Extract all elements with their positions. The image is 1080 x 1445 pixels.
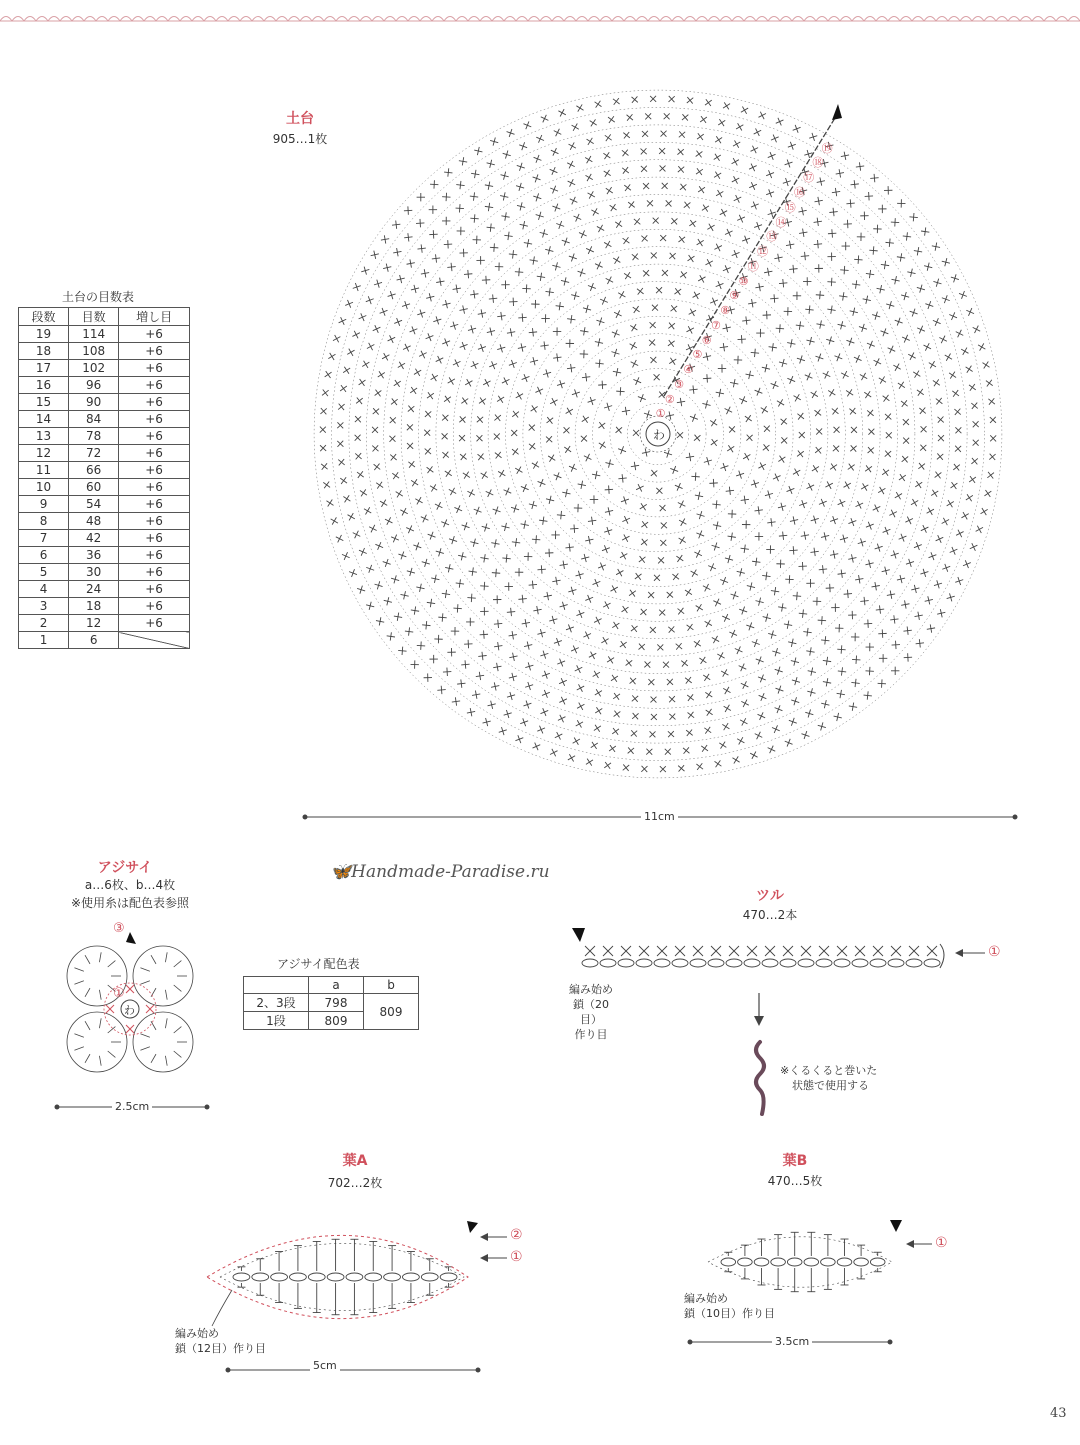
table-cell: 78 xyxy=(69,428,119,445)
leaf-a-start-note-1: 編み始め xyxy=(175,1327,219,1340)
vine-start-note-1: 編み始め xyxy=(569,983,613,996)
leaf-a-width-label: 5cm xyxy=(310,1359,340,1372)
count-table-caption: 土台の目数表 xyxy=(62,290,135,304)
table-cell: +6 xyxy=(119,445,190,462)
count-table-header: 段数 xyxy=(19,308,69,326)
row-marker: ① xyxy=(655,407,666,421)
base-yarn: 905…1枚 xyxy=(272,132,328,146)
row-marker: ⑰ xyxy=(803,171,815,185)
table-cell: 6 xyxy=(69,632,119,649)
row-marker: ⑩ xyxy=(738,274,749,288)
butterfly-icon: 🦋 xyxy=(330,862,352,882)
color-table-b-value: 809 xyxy=(364,994,419,1030)
leaf-a-yarn: 702…2枚 xyxy=(327,1176,383,1190)
row-marker: ⑧ xyxy=(720,304,731,318)
table-cell: +6 xyxy=(119,530,190,547)
table-cell: 90 xyxy=(69,394,119,411)
color-table-row2-a: 809 xyxy=(309,1012,364,1030)
hydrangea-width-label: 2.5cm xyxy=(112,1100,152,1113)
row-marker: ⑦ xyxy=(710,318,721,332)
vine-start-note-3: 作り目 xyxy=(574,1028,608,1041)
table-cell: 72 xyxy=(69,445,119,462)
table-cell: +6 xyxy=(119,581,190,598)
color-table-head-a: a xyxy=(309,977,364,994)
table-cell: +6 xyxy=(119,377,190,394)
table-cell: +6 xyxy=(119,513,190,530)
table-cell: 10 xyxy=(19,479,69,496)
table-cell: +6 xyxy=(119,462,190,479)
leaf-b-title: 葉B xyxy=(782,1153,808,1169)
table-cell: 30 xyxy=(69,564,119,581)
table-cell: 19 xyxy=(19,326,69,343)
page-number: 43 xyxy=(1050,1406,1067,1421)
table-cell: 84 xyxy=(69,411,119,428)
row-marker: ⑫ xyxy=(757,245,769,259)
table-cell: +6 xyxy=(119,479,190,496)
row-marker: ⑲ xyxy=(821,141,833,155)
table-cell: 4 xyxy=(19,581,69,598)
table-cell: +6 xyxy=(119,411,190,428)
table-cell: 48 xyxy=(69,513,119,530)
table-cell: +6 xyxy=(119,496,190,513)
vine-start-note-2: 鎖（20目） xyxy=(573,998,609,1026)
vine-note-2: 状態で使用する xyxy=(792,1079,869,1092)
table-cell: 15 xyxy=(19,394,69,411)
table-cell: 13 xyxy=(19,428,69,445)
row-marker: ④ xyxy=(683,363,694,377)
table-cell: 42 xyxy=(69,530,119,547)
leaf-a-start-note-2: 鎖（12目）作り目 xyxy=(175,1342,266,1355)
color-table-row1-label: 2、3段 xyxy=(244,994,309,1012)
table-cell: 1 xyxy=(19,632,69,649)
table-cell: 24 xyxy=(69,581,119,598)
table-cell: 2 xyxy=(19,615,69,632)
watermark-text: Handmade-Paradise.ru xyxy=(351,862,550,882)
hydrangea-note: ※使用糸は配色表参照 xyxy=(70,896,190,910)
leaf-b-marker-1: ① xyxy=(935,1235,948,1251)
row-marker: ⑤ xyxy=(692,348,703,362)
hydrangea-title: アジサイ xyxy=(97,860,153,876)
table-cell: 96 xyxy=(69,377,119,394)
table-cell: 9 xyxy=(19,496,69,513)
hydrangea-marker-1: ① xyxy=(113,986,125,1001)
table-cell: 12 xyxy=(69,615,119,632)
table-cell: 11 xyxy=(19,462,69,479)
base-title: 土台 xyxy=(286,111,314,127)
table-cell: 18 xyxy=(19,343,69,360)
leaf-a-title: 葉A xyxy=(342,1153,368,1169)
table-cell: 5 xyxy=(19,564,69,581)
table-cell: 114 xyxy=(69,326,119,343)
table-cell: +6 xyxy=(119,564,190,581)
table-cell: +6 xyxy=(119,547,190,564)
color-table-row1-a: 798 xyxy=(309,994,364,1012)
table-cell: +6 xyxy=(119,428,190,445)
table-cell: 12 xyxy=(19,445,69,462)
table-cell: 7 xyxy=(19,530,69,547)
table-cell: 16 xyxy=(19,377,69,394)
row-marker: ⑮ xyxy=(784,200,796,214)
leaf-b-start-note-2: 鎖（10目）作り目 xyxy=(684,1307,775,1320)
row-marker: ② xyxy=(664,392,675,406)
leaf-b-yarn: 470…5枚 xyxy=(767,1174,823,1188)
count-table-header: 増し目 xyxy=(119,308,190,326)
leaf-a-marker-1: ① xyxy=(510,1249,523,1265)
vine-yarn: 470…2本 xyxy=(742,908,798,922)
row-marker: ③ xyxy=(674,377,684,391)
hydrangea-counts: a…6枚、b…4枚 xyxy=(84,878,176,892)
color-table-head-b: b xyxy=(364,977,419,994)
hydrangea-marker-3: ③ xyxy=(113,921,125,936)
table-cell: +6 xyxy=(119,360,190,377)
table-cell: 108 xyxy=(69,343,119,360)
base-width-label: 11cm xyxy=(641,810,678,823)
leaf-b-start-note xyxy=(684,1291,775,1321)
table-cell: 3 xyxy=(19,598,69,615)
table-cell: +6 xyxy=(119,598,190,615)
count-table-header: 目数 xyxy=(69,308,119,326)
table-cell: +6 xyxy=(119,394,190,411)
table-cell: 66 xyxy=(69,462,119,479)
table-cell: 6 xyxy=(19,547,69,564)
table-cell: +6 xyxy=(119,343,190,360)
table-cell: 60 xyxy=(69,479,119,496)
leaf-a-marker-2: ② xyxy=(510,1227,523,1243)
hydrangea-center-label: わ xyxy=(124,1004,135,1017)
table-cell: +6 xyxy=(119,326,190,343)
table-cell: +6 xyxy=(119,615,190,632)
leaf-b-start-note-1: 編み始め xyxy=(684,1292,728,1305)
row-marker: ⑭ xyxy=(775,215,787,229)
vine-row-marker: ① xyxy=(988,944,1001,960)
color-table-row2-label: 1段 xyxy=(244,1012,309,1030)
table-cell: 18 xyxy=(69,598,119,615)
vine-title: ツル xyxy=(756,888,784,904)
table-cell: 36 xyxy=(69,547,119,564)
table-cell: 17 xyxy=(19,360,69,377)
table-cell: 54 xyxy=(69,496,119,513)
table-cell: 14 xyxy=(19,411,69,428)
table-cell: 102 xyxy=(69,360,119,377)
row-marker: ⑥ xyxy=(701,333,712,347)
row-marker: ⑪ xyxy=(747,259,759,273)
color-table-caption: アジサイ配色表 xyxy=(277,957,360,971)
row-marker: ⑬ xyxy=(766,230,778,244)
table-cell: 8 xyxy=(19,513,69,530)
row-marker: ⑯ xyxy=(793,186,805,199)
leaf-b-width-label: 3.5cm xyxy=(772,1335,812,1348)
base-center-label: わ xyxy=(652,428,665,442)
vine-note-1: ※くるくると巻いた xyxy=(780,1064,878,1077)
row-marker: ⑨ xyxy=(729,289,740,303)
row-marker: ⑱ xyxy=(812,156,824,170)
